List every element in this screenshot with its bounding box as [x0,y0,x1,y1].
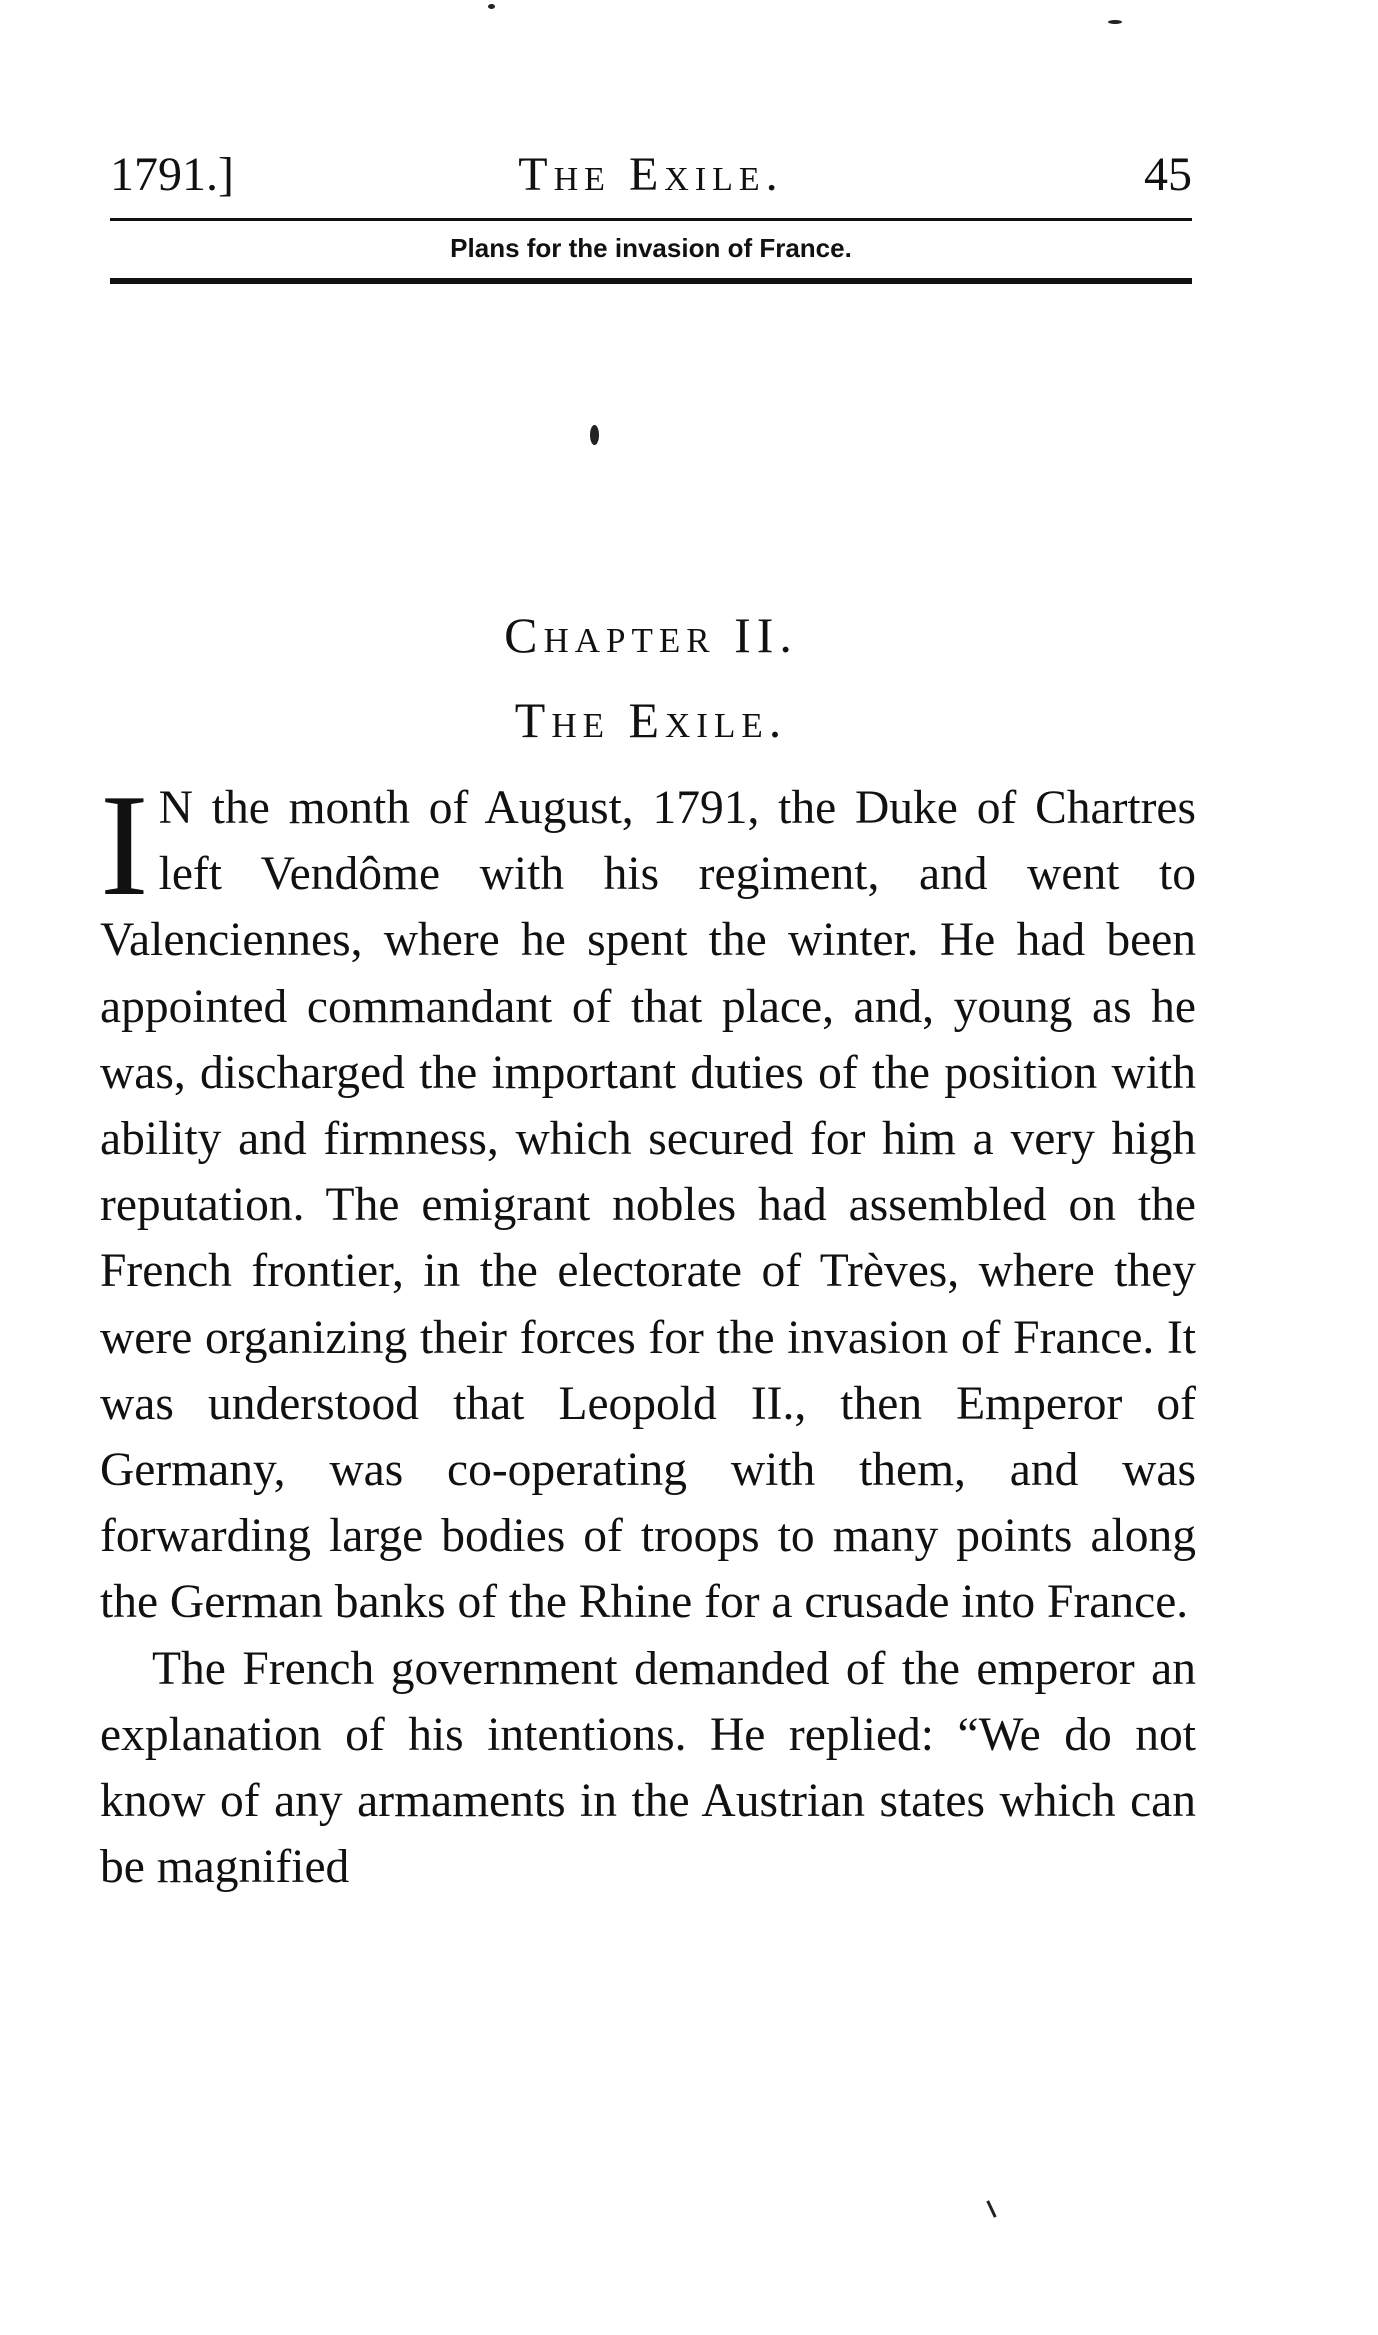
header-rule-thick [110,278,1192,284]
drop-cap: I [100,764,149,926]
paragraph-1-text: N the month of August, 1791, the Duke of Chartres left Vendôme with his regiment, and went to Valenciennes, where he spent the winter. He had been appointed commandant of that place, and, young as he was, discharged the important duties of the position with ability and firmness, which secured for him a very high reputation. The emigrant nobles had assembled on the French frontier, in the electorate of Trèves, where they were organizing their forces for the invasion of France. It was understood that Leopold II., then Emperor of Germany, was co-operating with them, and was forwarding large bodies of troops to many points along the German banks of the Rhine for a crusade into France. [100,782,1196,1629]
body-text [100,764,1196,1900]
scan-speck [590,425,599,445]
scan-speck [986,2200,996,2218]
running-head-year: 1791.] [110,148,234,201]
page-subtitle: Plans for the invasion of France. [450,233,852,263]
chapter-title: The Exile. [514,692,788,748]
running-head-title: The Exile. [518,148,784,201]
paragraph-1 [100,764,1196,1636]
running-head [110,140,1192,210]
header-rule-thin [110,218,1192,221]
chapter-heading: Chapter II. [504,607,798,663]
scan-speck [488,4,495,9]
scan-speck [1108,20,1122,24]
paragraph-2: The French government demanded of the emperor an explanation of his intentions. He replied: “We do not know of any armaments in the Austrian states which can be magnified [100,1642,1196,1894]
page-number: 45 [1144,148,1192,201]
